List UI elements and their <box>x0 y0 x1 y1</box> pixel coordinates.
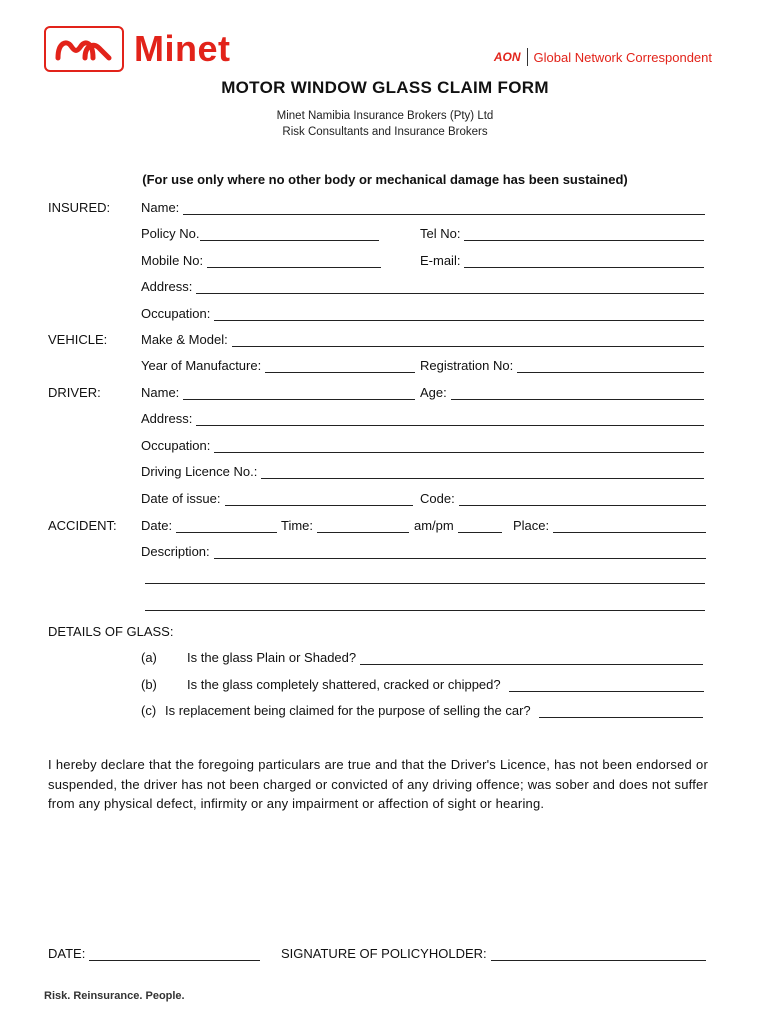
question-a-marker: (a) <box>141 650 157 665</box>
blank-line <box>464 229 704 241</box>
aon-tagline: Global Network Correspondent <box>533 49 712 65</box>
blank-line <box>265 361 415 373</box>
field-label: E-mail: <box>420 253 461 268</box>
field-label: Driving Licence No.: <box>141 464 258 479</box>
field-label: DATE: <box>48 946 86 961</box>
blank-line <box>183 203 705 215</box>
blank-line <box>261 467 704 479</box>
age-field[interactable] <box>420 385 704 400</box>
question-b-marker: (b) <box>141 677 157 692</box>
glass-question-b[interactable] <box>187 677 704 692</box>
blank-line <box>464 256 704 268</box>
footer-tagline: Risk. Reinsurance. People. <box>44 990 185 1002</box>
blank-line <box>214 547 706 559</box>
usage-note: (For use only where no other body or mechanical damage has been sustained) <box>142 172 628 187</box>
field-label: Make & Model: <box>141 332 228 347</box>
aon-badge <box>494 48 712 66</box>
logo-text: Minet <box>134 28 231 69</box>
blank-line <box>207 256 381 268</box>
field-label: Name: <box>141 200 180 215</box>
section-accident: ACCIDENT: <box>48 518 117 533</box>
blank-line <box>451 388 704 400</box>
blank-line <box>360 653 703 665</box>
blank-line <box>553 521 706 533</box>
minet-mark-icon <box>44 26 124 72</box>
blank-line <box>225 494 414 506</box>
section-glass: DETAILS OF GLASS: <box>48 624 174 639</box>
accident-date-field[interactable] <box>141 518 277 533</box>
field-label: Time: <box>281 518 314 533</box>
aon-logo: AON <box>493 50 521 64</box>
field-label: Policy No. <box>141 226 200 241</box>
blank-line <box>196 414 704 426</box>
field-label: Tel No: <box>420 226 461 241</box>
blank-line <box>214 441 704 453</box>
field-label: Occupation: <box>141 438 211 453</box>
policy-no-field[interactable] <box>141 226 379 241</box>
declaration-text: I hereby declare that the foregoing particulars are true and that the Driver's Licence, has not been endorsed or suspended, the driver has not been charged or convicted of any driving offence; was sober and does not suffer from any physical defect, infirmity or any impairment or affection of sight or hearing. <box>48 757 708 811</box>
make-model-field[interactable] <box>141 332 704 347</box>
description-field[interactable] <box>141 544 706 559</box>
question-c-marker: (c) <box>141 703 157 718</box>
section-vehicle: VEHICLE: <box>48 332 108 347</box>
section-insured: INSURED: <box>48 200 111 215</box>
company-tagline: Risk Consultants and Insurance Brokers <box>282 126 488 138</box>
field-label: am/pm <box>414 518 454 533</box>
registration-no-field[interactable] <box>420 358 704 373</box>
blank-line <box>491 949 706 961</box>
insured-address-field[interactable] <box>141 279 704 294</box>
field-label: Registration No: <box>420 358 514 373</box>
blank-line <box>459 494 706 506</box>
blank-line <box>200 229 379 241</box>
field-label: Date: <box>141 518 173 533</box>
glass-question-a[interactable] <box>187 650 703 665</box>
field-label: Address: <box>141 411 193 426</box>
field-label: Year of Manufacture: <box>141 358 262 373</box>
blank-line <box>214 309 704 321</box>
form-title: MOTOR WINDOW GLASS CLAIM FORM <box>221 78 549 97</box>
mobile-no-field[interactable] <box>141 253 381 268</box>
description-line-2[interactable] <box>145 583 705 584</box>
field-label: Occupation: <box>141 306 211 321</box>
description-line-3[interactable] <box>145 610 705 611</box>
date-issue-field[interactable] <box>141 491 413 506</box>
driver-occupation-field[interactable] <box>141 438 704 453</box>
field-label: Code: <box>420 491 455 506</box>
company-name: Minet Namibia Insurance Brokers (Pty) Ltd <box>276 110 494 122</box>
insured-name-field[interactable] <box>141 200 705 215</box>
minet-logo <box>44 26 231 72</box>
driver-address-field[interactable] <box>141 411 704 426</box>
blank-line <box>458 521 502 533</box>
code-field[interactable] <box>420 491 706 506</box>
question-text: Is the glass Plain or Shaded? <box>187 650 357 665</box>
blank-line <box>317 521 409 533</box>
accident-time-field[interactable] <box>281 518 409 533</box>
blank-line <box>509 680 704 692</box>
ampm-field[interactable] <box>414 518 502 533</box>
licence-no-field[interactable] <box>141 464 704 479</box>
year-manufacture-field[interactable] <box>141 358 415 373</box>
blank-line <box>539 706 703 718</box>
signature-date-field[interactable] <box>48 946 260 961</box>
insured-occupation-field[interactable] <box>141 306 704 321</box>
signature-field[interactable] <box>281 946 706 961</box>
question-text: Is the glass completely shattered, cracked or chipped? <box>187 677 501 692</box>
field-label: Age: <box>420 385 447 400</box>
field-label: Place: <box>513 518 550 533</box>
blank-line <box>517 361 704 373</box>
driver-name-field[interactable] <box>141 385 415 400</box>
field-label: Description: <box>141 544 210 559</box>
field-label: Date of issue: <box>141 491 221 506</box>
field-label: SIGNATURE OF POLICYHOLDER: <box>281 946 487 961</box>
tel-no-field[interactable] <box>420 226 704 241</box>
question-text: Is replacement being claimed for the purpose of selling the car? <box>165 703 531 718</box>
field-label: Address: <box>141 279 193 294</box>
field-label: Mobile No: <box>141 253 204 268</box>
email-field[interactable] <box>420 253 704 268</box>
glass-question-c[interactable] <box>165 703 703 718</box>
field-label: Name: <box>141 385 180 400</box>
blank-line <box>183 388 415 400</box>
blank-line <box>232 335 704 347</box>
blank-line <box>196 282 704 294</box>
blank-line <box>176 521 277 533</box>
place-field[interactable] <box>513 518 706 533</box>
section-driver: DRIVER: <box>48 385 101 400</box>
divider <box>527 48 528 66</box>
blank-line <box>89 949 260 961</box>
